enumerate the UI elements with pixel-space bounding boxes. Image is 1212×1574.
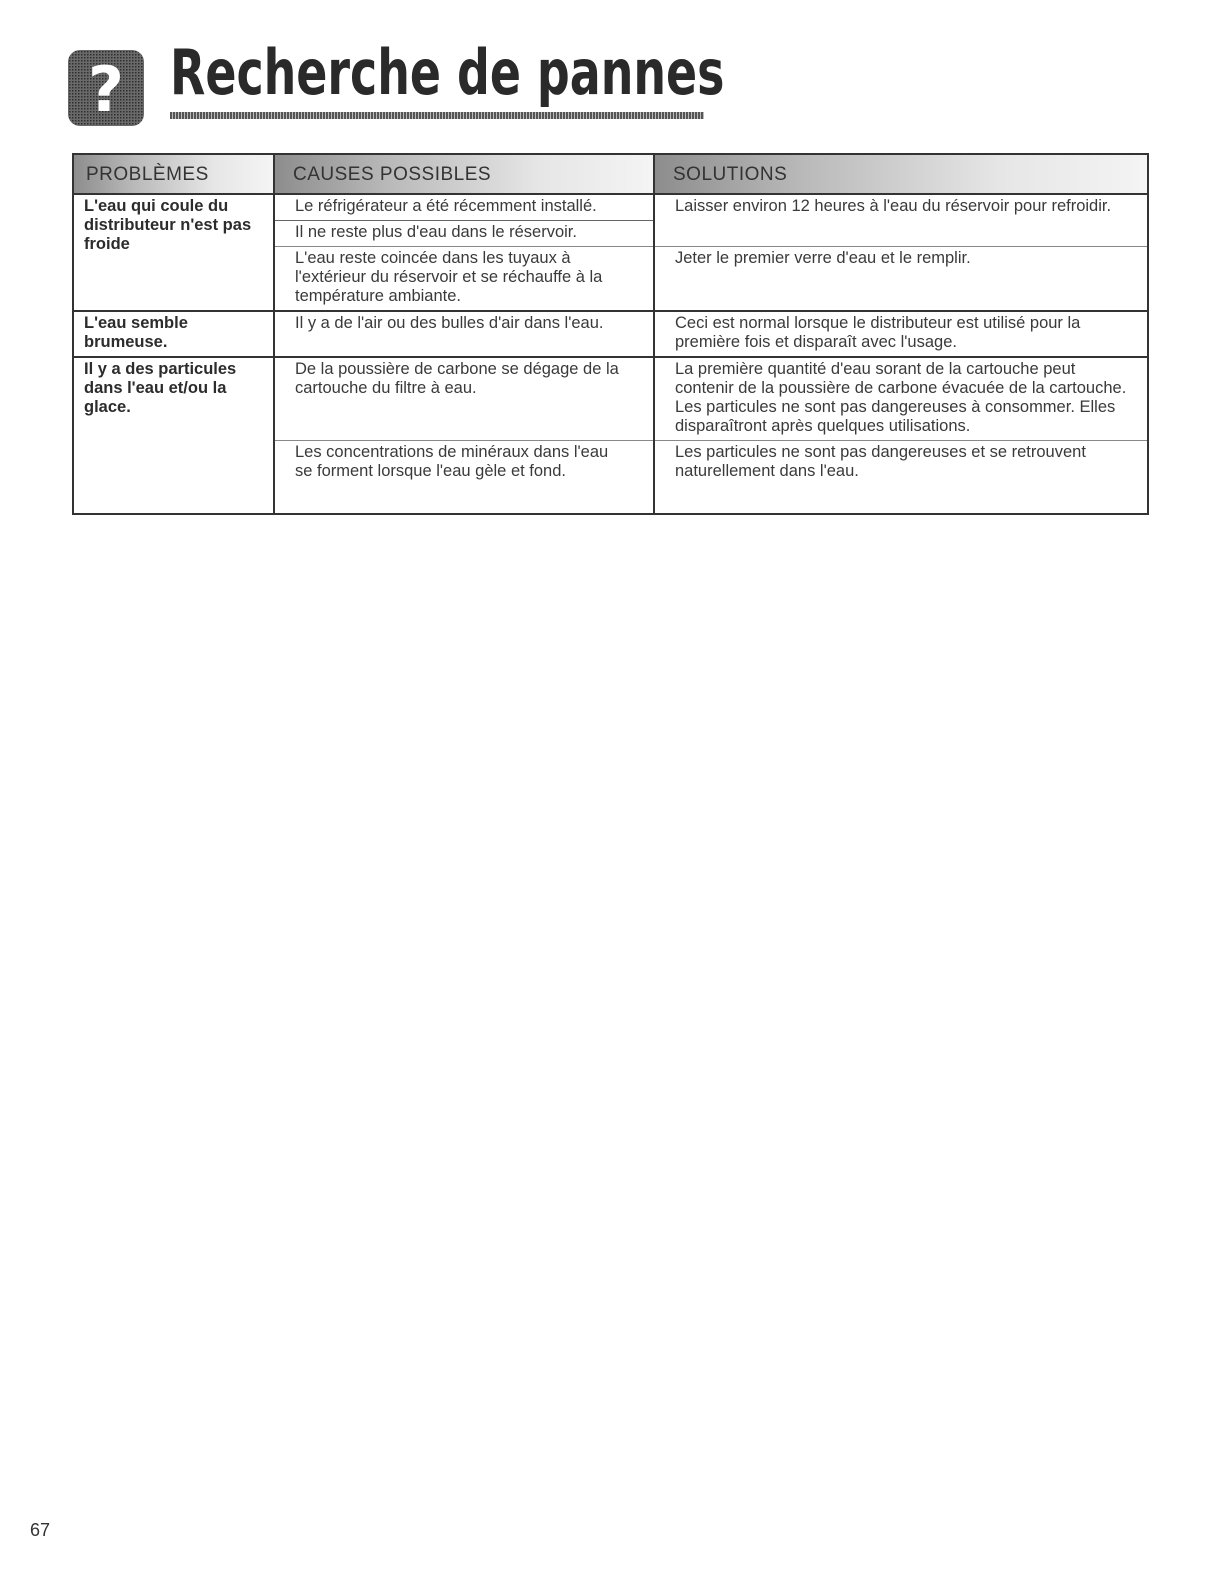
cause-cell: Les concentrations de minéraux dans l'eau se forment lorsque l'eau gèle et fond. [274, 441, 654, 515]
cause-cell: De la poussière de carbone se dégage de la cartouche du filtre à eau. [274, 357, 654, 441]
problem-cell: Il y a des particules dans l'eau et/ou la glace. [73, 357, 274, 514]
header-solutions: SOLUTIONS [654, 154, 1148, 194]
cause-cell: L'eau reste coincée dans les tuyaux à l'extérieur du réservoir et se réchauffe à la température ambiante. [274, 247, 654, 312]
cause-cell: Il y a de l'air ou des bulles d'air dans l'eau. [274, 311, 654, 357]
table-row [73, 311, 1148, 357]
table-row [73, 194, 1148, 221]
page-number: 67 [30, 1520, 51, 1540]
cause-cell: Le réfrigérateur a été récemment installé. [274, 194, 654, 221]
solution-cell: Laisser environ 12 heures à l'eau du réservoir pour refroidir. [654, 194, 1148, 247]
solution-cell: Jeter le premier verre d'eau et le remplir. [654, 247, 1148, 312]
question-mark-icon [66, 48, 146, 128]
table-row [73, 357, 1148, 441]
cause-cell: Il ne reste plus d'eau dans le réservoir. [274, 221, 654, 247]
troubleshooting-table [72, 153, 1149, 515]
problem-cell: L'eau semble brumeuse. [73, 311, 274, 357]
page-header [66, 36, 725, 132]
problem-cell: L'eau qui coule du distributeur n'est pas froide [73, 194, 274, 311]
header-causes: CAUSES POSSIBLES [274, 154, 654, 194]
solution-cell: Ceci est normal lorsque le distributeur est utilisé pour la première fois et disparaît avec l'usage. [654, 311, 1148, 357]
solution-cell: La première quantité d'eau sorant de la cartouche peut contenir de la poussière de carbone évacuée de la cartouche. Les particules ne sont pas dangereuses à consommer. Elles disparaîtront après quelques utilisations. [654, 357, 1148, 441]
solution-cell: Les particules ne sont pas dangereuses et se retrouvent naturellement dans l'eau. [654, 441, 1148, 515]
table-header-row [73, 154, 1148, 194]
page-title: Recherche de pannes [170, 36, 725, 109]
title-underline [170, 112, 704, 119]
svg-text:?: ? [88, 53, 124, 126]
header-problemes: PROBLÈMES [73, 154, 274, 194]
